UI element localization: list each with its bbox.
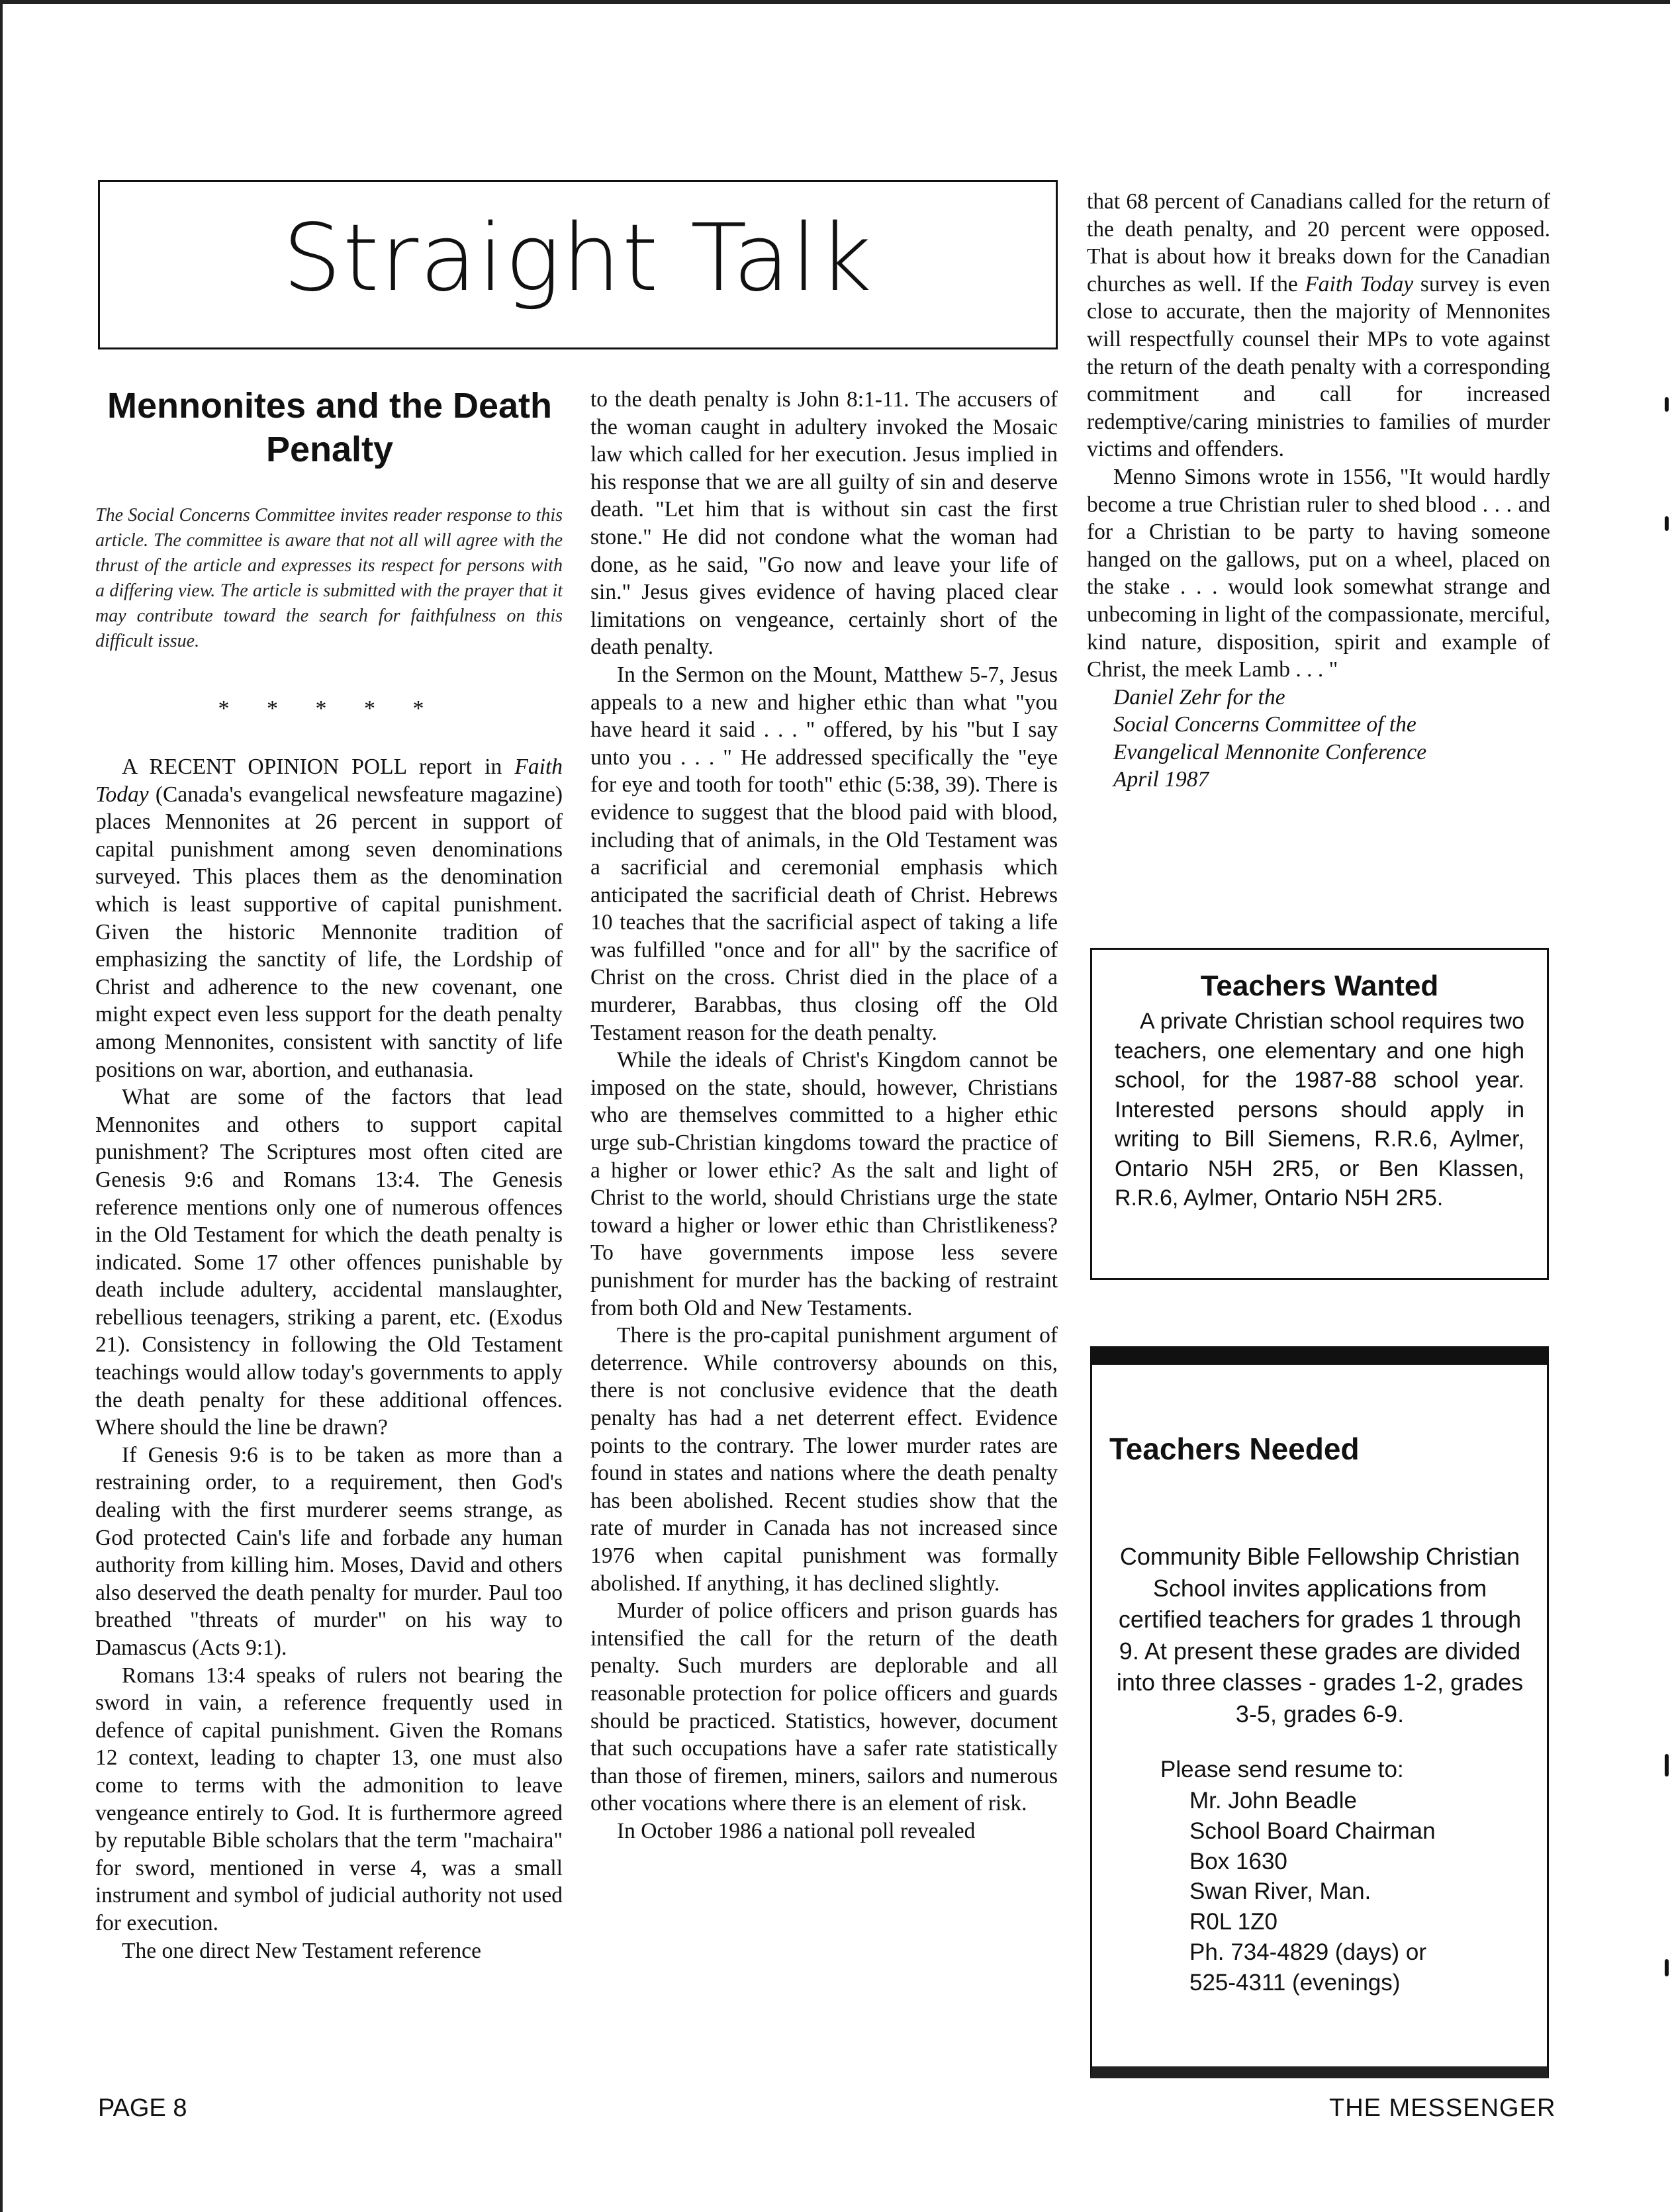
teachers-wanted-ad	[1090, 948, 1549, 1280]
page-number: PAGE 8	[98, 2094, 187, 2122]
address-line: 525-4311 (evenings)	[1189, 1969, 1401, 1996]
section-divider: * * * * *	[218, 696, 440, 721]
address-line: Ph. 734-4829 (days) or	[1189, 1939, 1426, 1965]
publication-name: Faith Today	[1305, 271, 1414, 297]
paragraph-lead: that 68 percent of Canadians called for the return of the death penalty, and 20 percent were opposed. That is about how it breaks down for the Canadian churches as well. If the	[1087, 189, 1550, 297]
masthead-box	[98, 180, 1058, 349]
address-line: Box 1630	[1189, 1848, 1287, 1874]
scan-edge-mark	[1665, 516, 1669, 531]
ad-title: Teachers Wanted	[1200, 970, 1439, 1002]
paragraph: to the death penalty is John 8:1-11. The accusers of the woman caught in adultery invoked the Mosaic law which called for her execution. Jesus implied in his response that we are all guilty of sin and deserve death. "Let him that is without sin cast the first stone." He did not condone what the woman had done, as he said, "Go now and leave your life of sin." Jesus gives evidence of having placed clear limitations on vengeance, certainly short of the death penalty.	[590, 387, 1058, 660]
paragraph-lead: A RECENT OPINION POLL report in	[122, 755, 515, 779]
ad-title: Teachers Needed	[1109, 1432, 1360, 1466]
paragraph: While the ideals of Christ's Kingdom cannot be imposed on the state, should, however, Christians who are themselves committed to a higher ethic urge sub-Christian kingdoms toward the practice of a higher or lower ethic? As the salt and light of Christ to the world, should Christians urge the state toward a higher or lower ethic than Christlikeness? To have governments impose less severe punishment for murder has the backing of restraint from both Old and New Testaments.	[590, 1048, 1058, 1320]
paragraph: Murder of police officers and prison guards has intensified the call for the return of the death penalty. Such murders are deplorable and all reasonable protection for police officers and guards should be practiced. Statistics, however, document that such occupations have a safer rate statistically than those of firemen, miners, sailors and numerous other vocations where there is an element of risk.	[590, 1598, 1058, 1816]
scan-edge-mark	[1665, 1754, 1669, 1776]
article-intro: The Social Concerns Committee invites reader response to this article. The committee is aware that not all will agree with the thrust of the article and expresses its respect for persons with a differing view. The article is submitted with the prayer that it may contribute toward the search for faithfulness on this difficult issue.	[95, 505, 563, 651]
scan-edge-mark	[1665, 397, 1669, 412]
signature-committee: Social Concerns Committee of the	[1113, 712, 1416, 737]
contact-address	[1189, 1786, 1436, 1998]
paragraph: If Genesis 9:6 is to be taken as more than a restraining order, to a requirement, then God's dealing with the first murderer seems strange, as God protected Cain's life and forbade any human authority from killing him. Moses, David and others also deserved the death penalty for murder. Paul too breathed "threats of murder" on his way to Damascus (Acts 9:1).	[95, 1442, 563, 1660]
address-line: School Board Chairman	[1189, 1818, 1436, 1844]
article-column-2	[590, 386, 1058, 1845]
paragraph: In the Sermon on the Mount, Matthew 5-7, Jesus appeals to a new and higher ethic than what "you have heard it said . . . " offered, by his "but I say unto you . . . " He addressed specifically the "eye for eye and tooth for tooth" ethic (5:38, 39). There is evidence to suggest that the blood paid with blood, including that of animals, in the Old Testament was a sacrificial and ceremonial emphasis which anticipated the sacrificial death of Christ. Hebrews 10 teaches that the sacrificial aspect of taking a life was fulfilled "once and for all" by the sacrifice of Christ on the cross. Christ died in the place of a murderer, Barabbas, thus closing off the Old Testament reason for the death penalty.	[590, 662, 1058, 1045]
send-resume-label: Please send resume to:	[1160, 1757, 1404, 1782]
paragraph-rest: survey is even close to accurate, then the majority of Mennonites will respectfully counsel their MPs to vote against the return of the death penalty with a corresponding commitment and call for increased redemptive/caring ministries to families of murder victims and offenders.	[1087, 271, 1550, 462]
paragraph	[95, 753, 563, 1083]
paragraph: Menno Simons wrote in 1556, "It would hardly become a true Christian ruler to shed blood . . . and for a Christian to be party to having someone hanged on the gallows, put on a wheel, placed on the stake . . . would look somewhat strange and unbecoming in light of the compassionate, merciful, kind nature, disposition, spirit and example of Christ, the meek Lamb . . . "	[1087, 464, 1550, 682]
article-column-1	[95, 753, 563, 1964]
paragraph: In October 1986 a national poll revealed	[617, 1818, 976, 1843]
address-line: Swan River, Man.	[1189, 1878, 1371, 1905]
teachers-needed-ad	[1090, 1346, 1549, 2078]
ad-body: A private Christian school requires two teachers, one elementary and one high school, for the 1987-88 school year. Interested persons should apply in writing to Bill Siemens, R.R.6, Aylmer, Ontario N5H 2R5, or Ben Klassen, R.R.6, Aylmer, Ontario N5H 2R5.	[1115, 1009, 1524, 1211]
scan-edge-mark	[1665, 1959, 1669, 1976]
paragraph-rest: (Canada's evangelical newsfeature magazine) places Mennonites at 26 percent in support of capital punishment among seven denominations surveyed. This places them as the denomination which is least supportive of capital punishment. Given the historic Mennonite tradition of emphasizing the sanctity of life, the Lordship of Christ and adherence to the new covenant, one might expect even less support for the death penalty among Mennonites, consistent with sanctity of life positions on war, abortion, and euthanasia.	[95, 782, 563, 1082]
signature-date: April 1987	[1113, 767, 1209, 792]
paragraph: Romans 13:4 speaks of rulers not bearing the sword in vain, a reference frequently used in defence of capital punishment. Given the Romans 12 context, leading to chapter 13, one must also come to terms with the admonition to leave vengeance entirely to God. It is furthermore agreed by reputable Bible scholars that the term "machaira" for sword, mentioned in verse 4, was a small instrument and symbol of judicial authority not used for execution.	[95, 1663, 563, 1935]
paragraph	[1087, 188, 1550, 463]
signature-author: Daniel Zehr for the	[1113, 684, 1285, 710]
publication-name: Faith Today	[95, 755, 563, 807]
article-headline: Mennonites and the Death Penalty	[107, 386, 553, 469]
paragraph: There is the pro-capital punishment argument of deterrence. While controversy abounds on this, there is not conclusive evidence that the death penalty has had a net deterrent effect. Evidence points to the contrary. The lower murder rates are found in states and nations where the death penalty has been abolished. Recent studies show that the rate of murder in Canada has not increased since 1976 when capital punishment was formally abolished. If anything, it has declined slightly.	[590, 1323, 1058, 1596]
address-line: R0L 1Z0	[1189, 1909, 1277, 1935]
paragraph: The one direct New Testament reference	[122, 1938, 481, 1963]
address-line: Mr. John Beadle	[1189, 1788, 1357, 1814]
article-column-3	[1087, 188, 1550, 794]
section-title: Straight Talk	[282, 204, 874, 312]
ad-body: Community Bible Fellowship Christian School invites applications from certified teachers for grades 1 through 9. At present these grades are divided into three classes - grades 1-2, grades 3-5, grades 6-9.	[1116, 1543, 1524, 1728]
publication-footer: THE MESSENGER	[1329, 2094, 1556, 2122]
signature-conference: Evangelical Mennonite Conference	[1113, 739, 1427, 764]
paragraph: What are some of the factors that lead Mennonites and others to support capital punishment? The Scriptures most often cited are Genesis 9:6 and Romans 13:4. The Genesis reference mentions only one of numerous offences in the Old Testament for which the death penalty is indicated. Some 17 other offences punishable by death include adultery, accidental manslaughter, rebellious teenagers, striking a parent, etc. (Exodus 21). Consistency in following the Old Testament teachings would allow today's governments to apply the death penalty for these additional offences. Where should the line be drawn?	[95, 1085, 563, 1440]
